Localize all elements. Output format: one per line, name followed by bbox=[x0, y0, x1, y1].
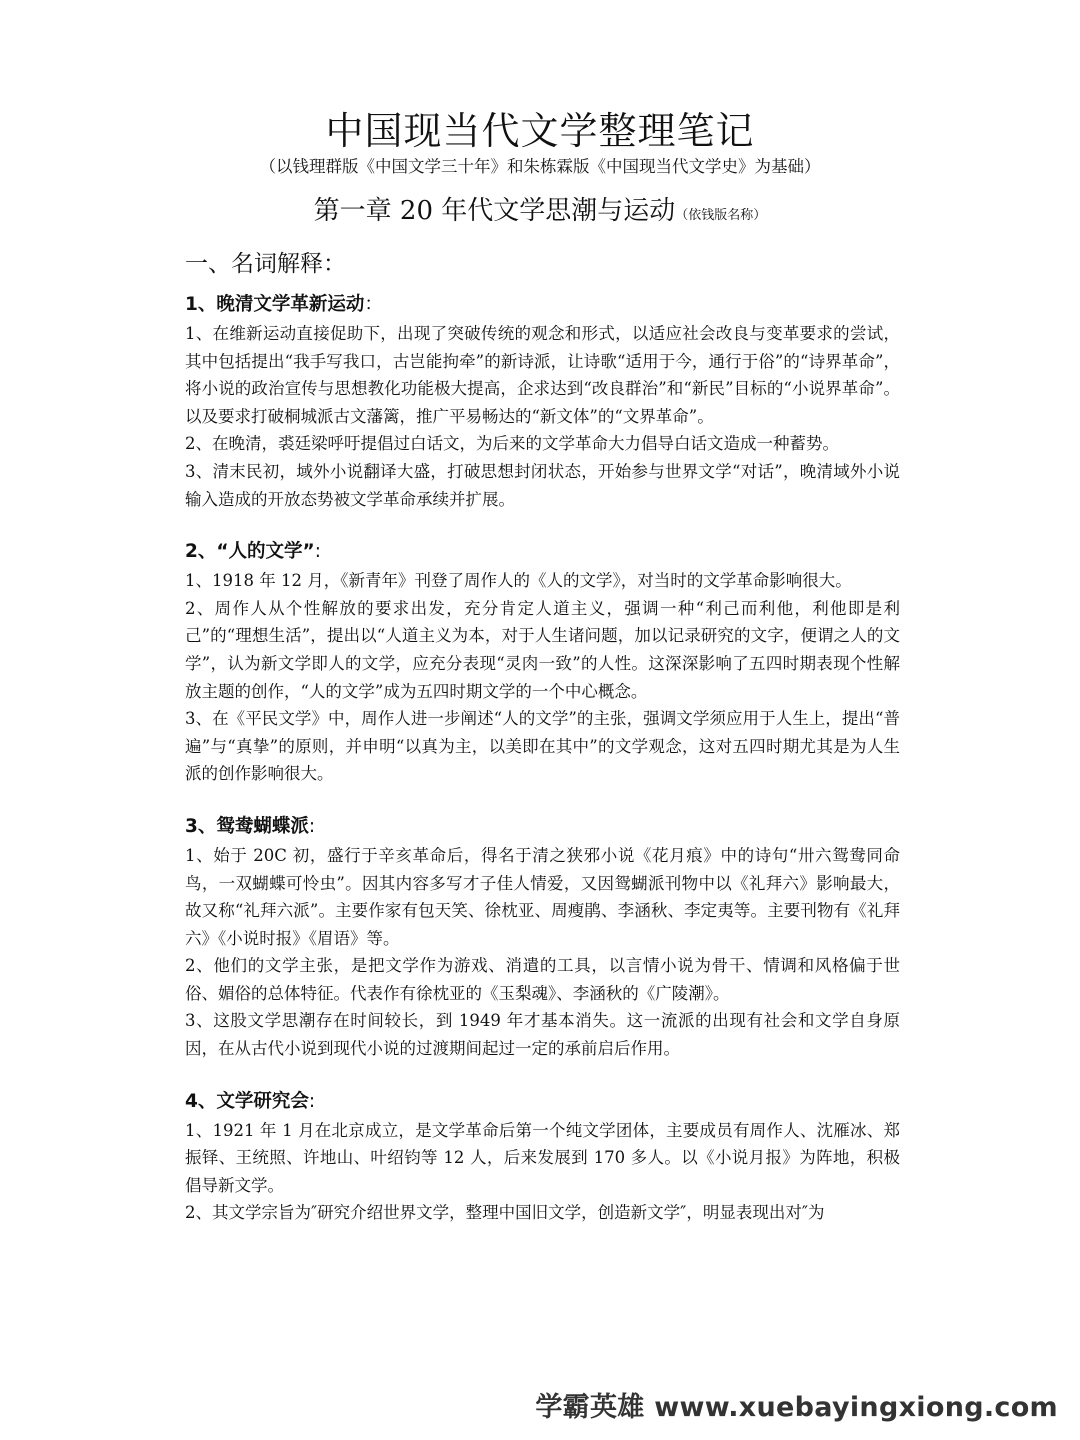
section-title bbox=[185, 812, 900, 842]
paragraph: 3、在《平民文学》中，周作人进一步阐述“人的文学”的主张，强调文学须应用于人生上，提出“普遍”与“真挚”的原则，并申明“以真为主，以美即在其中”的文学观念，这对五四时期尤其是为人生派的创作影响很大。 bbox=[185, 709, 900, 784]
section-title bbox=[185, 537, 900, 567]
paragraph: 2、周作人从个性解放的要求出发，充分肯定人道主义，强调一种“利己而利他，利他即是利己”的“理想生活”，提出以“人道主义为本，对于人生诸问题，加以记录研究的文字，便谓之人的文学”，认为新文学即人的文学，应充分表现“灵肉一致”的人性。这深深影响了五四时期表现个性解放主题的创作，“人的文学”成为五四时期文学的一个中心概念。 bbox=[185, 598, 900, 701]
paragraph: 2、在晚清，裘廷梁呼吁提倡过白话文，为后来的文学革命大力倡导白话文造成一种蓄势。 bbox=[185, 434, 839, 454]
document-subtitle: （以钱理群版《中国文学三十年》和朱栋霖版《中国现当代文学史》为基础） bbox=[259, 157, 821, 176]
chapter-note: （依钱版名称） bbox=[675, 208, 767, 223]
paragraph: 1、1918 年 12 月，《新青年》刊登了周作人的《人的文学》，对当时的文学革命影响很大。 bbox=[185, 571, 852, 591]
section-title-text: 2、“人的文学” bbox=[185, 541, 315, 563]
paragraph: 1、始于 20C 初，盛行于辛亥革命后，得名于清之狭邪小说《花月痕》中的诗句“卅六鸳鸯同命鸟，一双蝴蝶可怜虫”。因其内容多写才子佳人情爱，又因鸳蝴派刊物中以《礼拜六》影响最大，故又称“礼拜六派”。主要作家有包天笑、徐枕亚、周瘦鹃、李涵秋、李定夷等。主要刊物有《礼拜六》《小说时报》《眉语》等。 bbox=[185, 845, 900, 948]
paragraph: 2、他们的文学主张，是把文学作为游戏、消遣的工具，以言情小说为骨干、情调和风格偏于世俗、媚俗的总体特征。代表作有徐枕亚的《玉梨魂》、李涵秋的《广陵潮》。 bbox=[185, 956, 900, 1003]
chapter-title: 第一章 20 年代文学思潮与运动 bbox=[313, 196, 676, 226]
section-late-qing-reform bbox=[185, 290, 900, 513]
paragraph: 3、这股文学思潮存在时间较长，到 1949 年才基本消失。这一流派的出现有社会和文学自身原因，在从古代小说到现代小说的过渡期间起过一定的承前启后作用。 bbox=[185, 1011, 900, 1059]
section-title-text: 3、鸳鸯蝴蝶派 bbox=[185, 815, 309, 837]
section-title-colon: ： bbox=[364, 294, 383, 315]
section-title-colon: : bbox=[308, 1090, 316, 1112]
section-title bbox=[185, 1087, 900, 1117]
document-body bbox=[185, 244, 900, 1251]
paragraph: 2、其文学宗旨为″研究介绍世界文学，整理中国旧文学，创造新文学″，明显表现出对″为 bbox=[185, 1203, 825, 1223]
paragraph: 3、清末民初，域外小说翻译大盛，打破思想封闭状态，开始参与世界文学“对话”，晚清域外小说输入造成的开放态势被文学革命承续并扩展。 bbox=[185, 461, 900, 509]
paragraph: 1、1921 年 1 月在北京成立，是文学革命后第一个纯文学团体，主要成员有周作人、沈雁冰、郑振铎、王统照、许地山、叶绍钧等 12 人，后来发展到 170 多人。以《小说月报》为阵地，积极倡导新文学。 bbox=[185, 1120, 900, 1195]
part-heading: 一、名词解释： bbox=[185, 251, 346, 277]
site-watermark: 学霸英雄 www.xuebayingxiong.com bbox=[535, 1392, 1058, 1423]
document-title: 中国现当代文学整理笔记 bbox=[325, 109, 755, 153]
section-title-colon: : bbox=[314, 541, 321, 563]
chapter-heading bbox=[0, 190, 1080, 227]
section-literary-research-society bbox=[185, 1087, 900, 1227]
section-human-literature bbox=[185, 537, 900, 788]
section-mandarin-duck-school bbox=[185, 812, 900, 1063]
section-title-text: 4、文学研究会 bbox=[185, 1090, 309, 1112]
section-title-text: 1、晚清文学革新运动 bbox=[185, 294, 365, 315]
paragraph: 1、在维新运动直接促助下，出现了突破传统的观念和形式，以适应社会改良与变革要求的尝试，其中包括提出“我手写我口，古岂能拘牵”的新诗派，让诗歌“适用于今，通行于俗”的“诗界革命”，将小说的政治宣传与思想教化功能极大提高，企求达到“改良群治”和“新民”目标的“小说界革命”。以及要求打破桐城派古文藩篱，推广平易畅达的“新文体”的“文界革命”。 bbox=[185, 324, 900, 426]
section-title bbox=[185, 290, 900, 320]
section-title-colon: : bbox=[308, 815, 316, 837]
